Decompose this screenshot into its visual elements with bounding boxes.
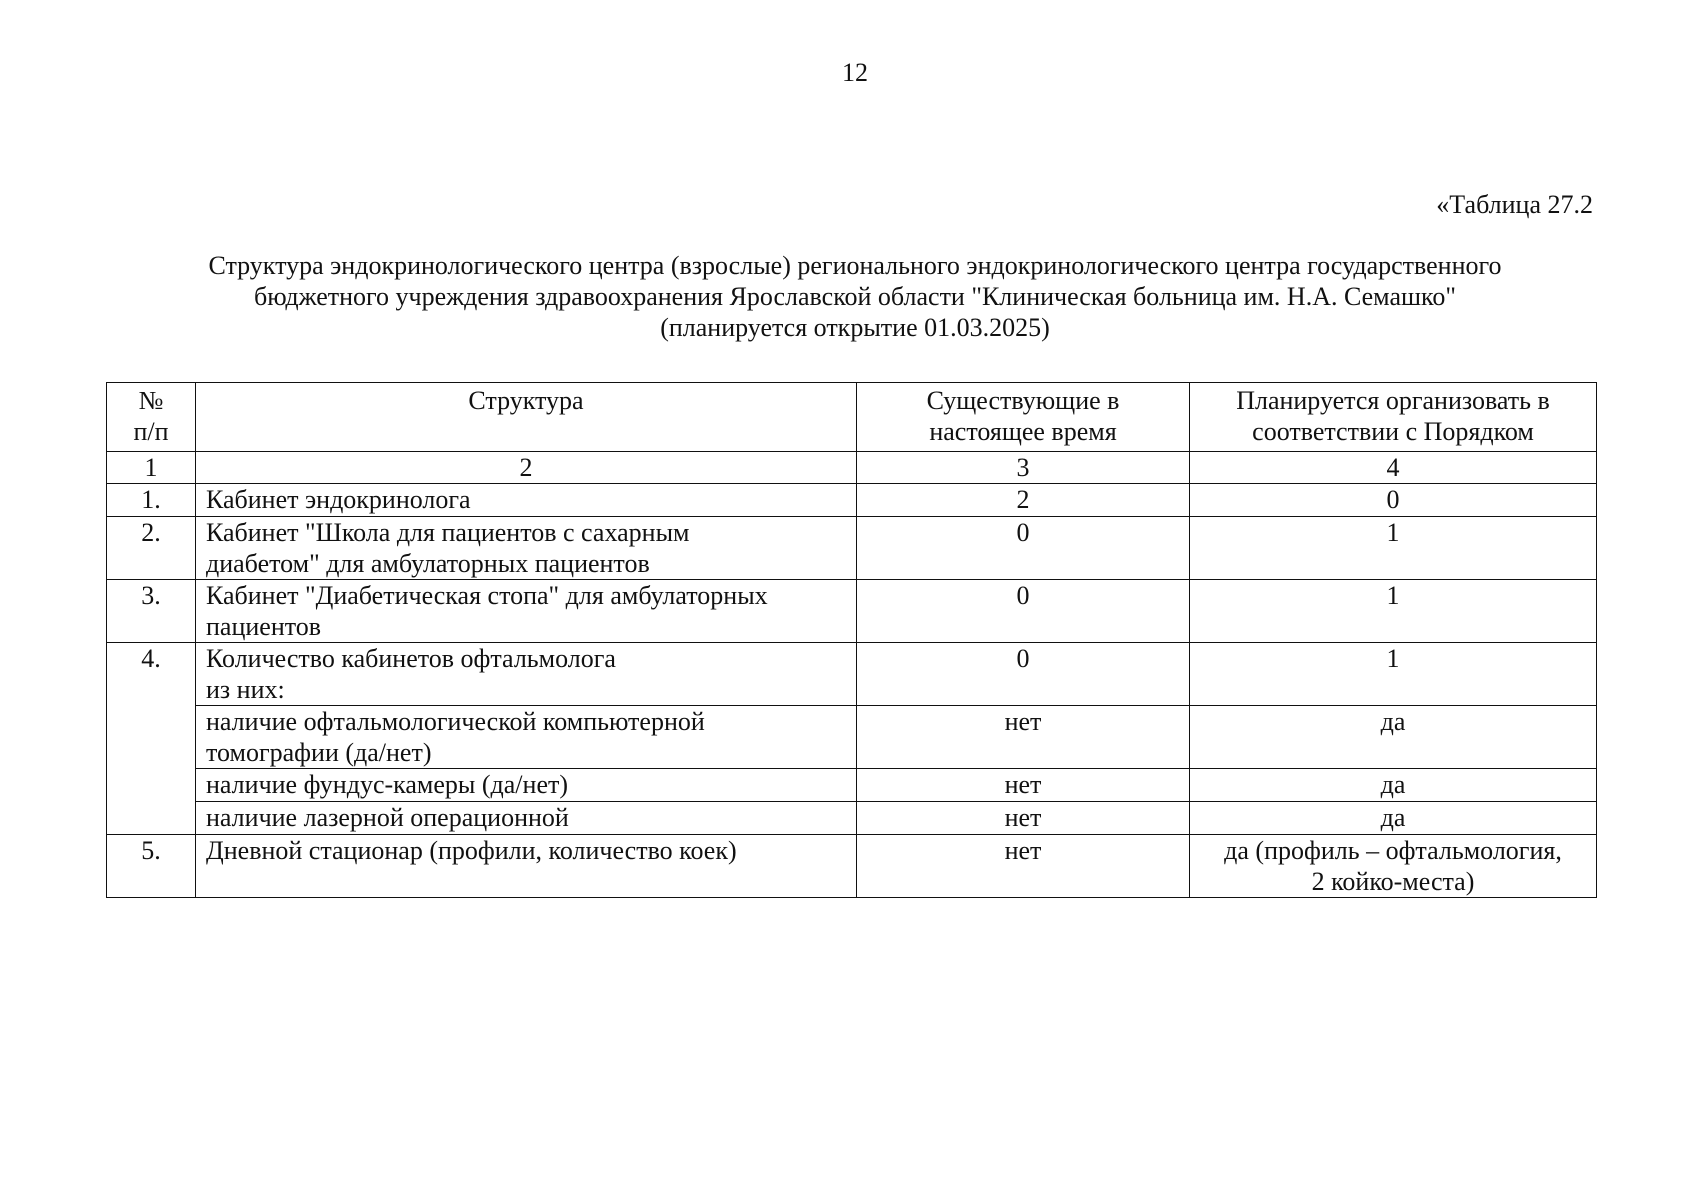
structure-text: из них:	[206, 675, 285, 704]
planned-cell	[1190, 580, 1597, 643]
structure-cell	[196, 517, 857, 580]
planned-text: 1	[1386, 518, 1400, 547]
structure-cell	[196, 706, 857, 769]
planned-text: да	[1380, 707, 1406, 736]
planned-text: 2 койко-места)	[1311, 867, 1475, 896]
header-cell-number	[107, 383, 196, 452]
header-cell-planned	[1190, 383, 1597, 452]
table-row	[107, 802, 1597, 835]
header-text: настоящее время	[929, 417, 1117, 446]
structure-cell	[196, 769, 857, 802]
planned-cell	[1190, 706, 1597, 769]
header-text: №	[138, 386, 164, 415]
table-row	[107, 517, 1597, 580]
planned-cell	[1190, 643, 1597, 706]
structure-text: наличие фундус-камеры (да/нет)	[206, 770, 569, 799]
existing-cell: 0	[857, 517, 1190, 580]
column-number-row	[107, 452, 1597, 484]
existing-cell: 0	[857, 580, 1190, 643]
planned-text: 1	[1386, 581, 1400, 610]
structure-cell	[196, 580, 857, 643]
title-line: (планируется открытие 01.03.2025)	[660, 313, 1050, 342]
planned-text: 1	[1386, 644, 1400, 673]
page-number: 12	[842, 58, 868, 87]
structure-text: наличие офтальмологической компьютерной	[206, 707, 705, 736]
column-number-cell: 4	[1190, 452, 1597, 484]
document-title	[120, 250, 1590, 343]
table-row	[107, 706, 1597, 769]
existing-cell: нет	[857, 835, 1190, 898]
column-number-cell: 1	[107, 452, 196, 484]
header-text: п/п	[133, 417, 169, 446]
planned-cell	[1190, 484, 1597, 517]
table-row	[107, 643, 1597, 706]
existing-cell: 0	[857, 643, 1190, 706]
header-cell-structure	[196, 383, 857, 452]
planned-text: да	[1380, 770, 1406, 799]
existing-cell: 2	[857, 484, 1190, 517]
planned-cell	[1190, 835, 1597, 898]
planned-cell	[1190, 517, 1597, 580]
existing-cell: нет	[857, 769, 1190, 802]
table-row	[107, 769, 1597, 802]
structure-text: Дневной стационар (профили, количество коек)	[206, 836, 737, 865]
planned-cell	[1190, 802, 1597, 835]
structure-text: Количество кабинетов офтальмолога	[206, 644, 616, 673]
table-header-row	[107, 383, 1597, 452]
table-row	[107, 580, 1597, 643]
structure-table	[106, 382, 1597, 898]
table-row	[107, 484, 1597, 517]
structure-text: наличие лазерной операционной	[206, 803, 569, 832]
structure-cell	[196, 484, 857, 517]
structure-text: пациентов	[206, 612, 322, 641]
row-number-cell: 2.	[107, 517, 196, 580]
table-row	[107, 835, 1597, 898]
header-text: Структура	[468, 386, 584, 415]
title-line: бюджетного учреждения здравоохранения Ярославской области "Клиническая больница им. Н.А. Семашко"	[254, 282, 1456, 311]
structure-text: Кабинет "Диабетическая стопа" для амбулаторных	[206, 581, 768, 610]
column-number-cell: 2	[196, 452, 857, 484]
header-cell-existing	[857, 383, 1190, 452]
existing-cell: нет	[857, 706, 1190, 769]
row-number-cell: 3.	[107, 580, 196, 643]
title-line: Структура эндокринологического центра (взрослые) регионального эндокринологического центра государственного	[208, 251, 1502, 280]
existing-cell: нет	[857, 802, 1190, 835]
structure-cell	[196, 802, 857, 835]
planned-text: 0	[1386, 485, 1400, 514]
row-number-cell: 4.	[107, 643, 196, 835]
structure-text: томографии (да/нет)	[206, 738, 432, 767]
header-text: соответствии с Порядком	[1252, 417, 1534, 446]
planned-cell	[1190, 769, 1597, 802]
header-text: Существующие в	[926, 386, 1120, 415]
planned-text: да (профиль – офтальмология,	[1224, 836, 1562, 865]
header-text: Планируется организовать в	[1236, 386, 1550, 415]
structure-cell	[196, 835, 857, 898]
column-number-cell: 3	[857, 452, 1190, 484]
planned-text: да	[1380, 803, 1406, 832]
structure-text: диабетом" для амбулаторных пациентов	[206, 549, 650, 578]
structure-cell	[196, 643, 857, 706]
structure-text: Кабинет эндокринолога	[206, 485, 471, 514]
row-number-cell: 5.	[107, 835, 196, 898]
structure-text: Кабинет "Школа для пациентов с сахарным	[206, 518, 690, 547]
row-number-cell: 1.	[107, 484, 196, 517]
table-caption: «Таблица 27.2	[1436, 190, 1593, 219]
